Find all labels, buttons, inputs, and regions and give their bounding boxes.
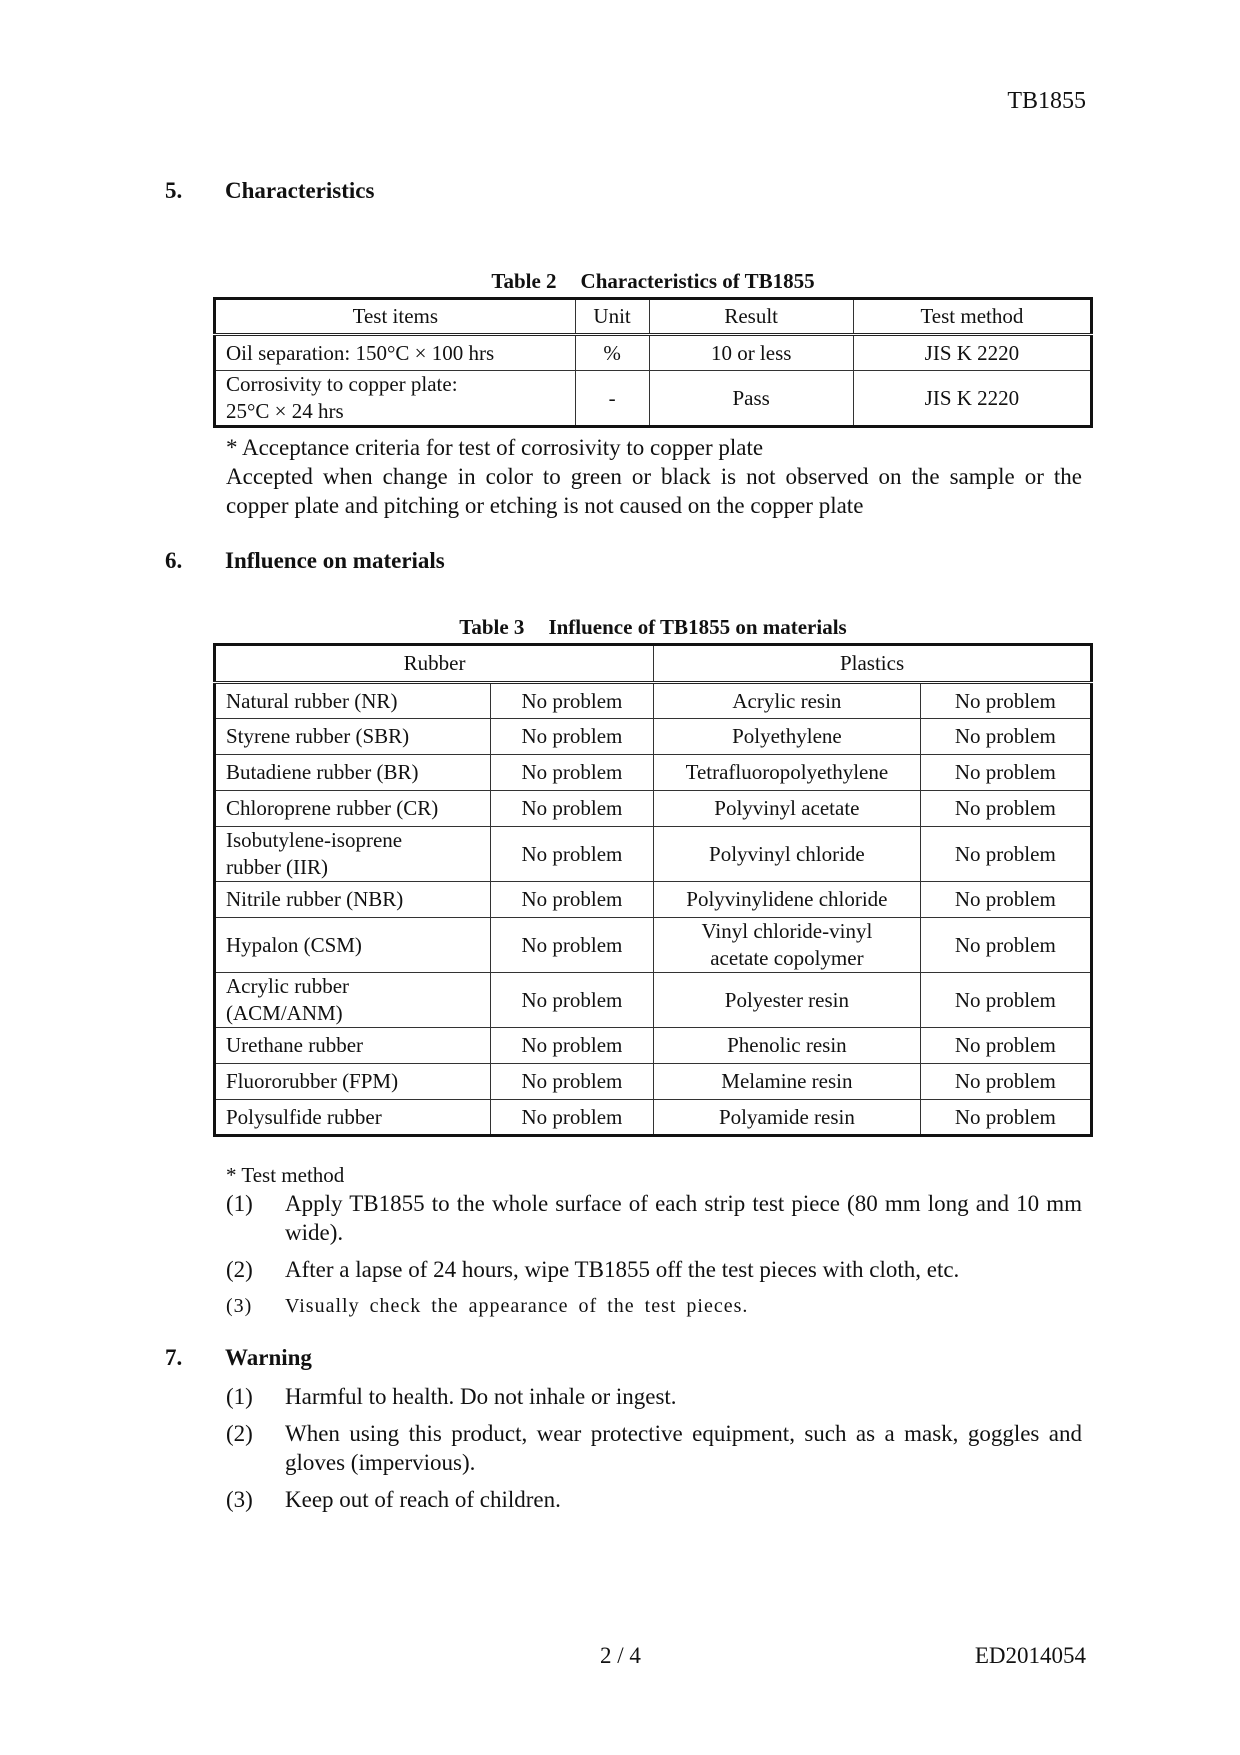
rubber-result: No problem	[490, 973, 653, 1028]
plastic-result: No problem	[920, 827, 1091, 882]
rubber-result: No problem	[490, 882, 653, 918]
plastic-result: No problem	[920, 973, 1091, 1028]
list-item-number: (2)	[226, 1257, 253, 1282]
unit: %	[575, 335, 649, 371]
result: 10 or less	[649, 335, 853, 371]
plastic-name: Acrylic resin	[654, 683, 921, 719]
header-rubber: Rubber	[215, 645, 654, 683]
rubber-name: Fluororubber (FPM)	[215, 1064, 491, 1100]
table-header-row	[215, 645, 1092, 683]
rubber-name: Nitrile rubber (NBR)	[215, 882, 491, 918]
plastic-name-line: acetate copolymer	[710, 946, 864, 970]
test-method: JIS K 2220	[853, 371, 1091, 427]
list-item-number: (1)	[226, 1384, 253, 1409]
section-5-title: Characteristics	[225, 178, 375, 203]
document-code: TB1855	[1007, 88, 1086, 114]
list-item	[226, 1292, 1082, 1321]
table-3-title: Influence of TB1855 on materials	[548, 615, 847, 639]
rubber-name: Natural rubber (NR)	[215, 683, 491, 719]
plastic-result: No problem	[920, 1064, 1091, 1100]
list-item-number: (1)	[226, 1191, 253, 1216]
header-result: Result	[649, 299, 853, 335]
characteristics-table	[213, 297, 1093, 428]
plastic-name: Polyamide resin	[654, 1100, 921, 1136]
acceptance-note-body: Accepted when change in color to green or black is not observed on the sample or the copper plate and pitching or etching is not caused on the copper plate	[226, 464, 1082, 518]
rubber-name-line: Isobutylene-isoprene	[226, 828, 403, 852]
header-test-items: Test items	[215, 299, 576, 335]
list-item	[226, 1419, 1082, 1477]
rubber-result: No problem	[490, 1100, 653, 1136]
rubber-name-line: Acrylic rubber	[226, 974, 350, 998]
test-item-line: Corrosivity to copper plate:	[226, 372, 458, 396]
plastic-name: Melamine resin	[654, 1064, 921, 1100]
table-header-row	[215, 299, 1092, 335]
rubber-result: No problem	[490, 683, 653, 719]
table-row	[215, 335, 1092, 371]
table-row	[215, 1064, 1092, 1100]
list-item	[226, 1189, 1082, 1247]
list-item-number: (3)	[226, 1487, 253, 1512]
header-unit: Unit	[575, 299, 649, 335]
list-item-text: Visually check the appearance of the test pieces.	[285, 1295, 749, 1317]
list-item-text: When using this product, wear protective equipment, such as a mask, goggles and gloves (impervious).	[285, 1421, 1082, 1475]
plastic-result: No problem	[920, 719, 1091, 755]
test-item	[215, 371, 576, 427]
plastic-name	[654, 918, 921, 973]
table-row	[215, 973, 1092, 1028]
plastic-name: Tetrafluoropolyethylene	[654, 755, 921, 791]
plastic-result: No problem	[920, 1028, 1091, 1064]
acceptance-note	[226, 433, 1082, 520]
plastic-result: No problem	[920, 918, 1091, 973]
table-row	[215, 1100, 1092, 1136]
table-3-caption	[213, 615, 1093, 640]
rubber-name	[215, 973, 491, 1028]
section-7-title: Warning	[225, 1345, 312, 1370]
section-7-number: 7.	[165, 1345, 183, 1370]
warning-list	[226, 1382, 1082, 1522]
plastic-name-line: Vinyl chloride-vinyl	[701, 919, 873, 943]
rubber-result: No problem	[490, 719, 653, 755]
table-row	[215, 371, 1092, 427]
rubber-name: Polysulfide rubber	[215, 1100, 491, 1136]
table-2-label: Table 2	[491, 269, 557, 293]
list-item-text: Harmful to health. Do not inhale or ingest.	[285, 1384, 677, 1409]
test-item-line: 25°C × 24 hrs	[226, 399, 344, 423]
plastic-result: No problem	[920, 1100, 1091, 1136]
rubber-result: No problem	[490, 918, 653, 973]
list-item-text: Keep out of reach of children.	[285, 1487, 561, 1512]
header-plastics: Plastics	[654, 645, 1092, 683]
section-6-number: 6.	[165, 548, 183, 573]
table-row	[215, 719, 1092, 755]
section-5-number: 5.	[165, 178, 183, 203]
rubber-name: Hypalon (CSM)	[215, 918, 491, 973]
plastic-result: No problem	[920, 755, 1091, 791]
list-item-number: (3)	[226, 1295, 253, 1317]
rubber-result: No problem	[490, 1028, 653, 1064]
plastic-name: Polyvinyl chloride	[654, 827, 921, 882]
plastic-name: Polyethylene	[654, 719, 921, 755]
rubber-name	[215, 827, 491, 882]
header-test-method: Test method	[853, 299, 1091, 335]
rubber-name: Styrene rubber (SBR)	[215, 719, 491, 755]
rubber-name-line: rubber (IIR)	[226, 855, 329, 879]
table-row	[215, 827, 1092, 882]
table-row	[215, 918, 1092, 973]
section-7-heading	[165, 1345, 312, 1371]
plastic-name: Polyvinylidene chloride	[654, 882, 921, 918]
list-item-number: (2)	[226, 1421, 253, 1446]
rubber-result: No problem	[490, 755, 653, 791]
materials-table	[213, 643, 1093, 1137]
table-row	[215, 683, 1092, 719]
test-method-title: * Test method	[226, 1163, 345, 1187]
section-6-title: Influence on materials	[225, 548, 445, 573]
table-row	[215, 791, 1092, 827]
section-5-heading	[165, 178, 374, 204]
list-item-text: Apply TB1855 to the whole surface of each strip test piece (80 mm long and 10 mm wide).	[285, 1191, 1082, 1245]
plastic-name: Polyester resin	[654, 973, 921, 1028]
list-item	[226, 1255, 1082, 1284]
table-3-label: Table 3	[459, 615, 525, 639]
result: Pass	[649, 371, 853, 427]
plastic-name: Phenolic resin	[654, 1028, 921, 1064]
unit: -	[575, 371, 649, 427]
plastic-name: Polyvinyl acetate	[654, 791, 921, 827]
test-method: JIS K 2220	[853, 335, 1091, 371]
rubber-result: No problem	[490, 1064, 653, 1100]
acceptance-note-title: * Acceptance criteria for test of corrosivity to copper plate	[226, 435, 764, 460]
table-row	[215, 1028, 1092, 1064]
plastic-result: No problem	[920, 683, 1091, 719]
rubber-result: No problem	[490, 791, 653, 827]
test-item: Oil separation: 150°C × 100 hrs	[215, 335, 576, 371]
table-row	[215, 755, 1092, 791]
plastic-result: No problem	[920, 882, 1091, 918]
list-item-text: After a lapse of 24 hours, wipe TB1855 off the test pieces with cloth, etc.	[285, 1257, 960, 1282]
section-6-heading	[165, 548, 445, 574]
table-row	[215, 882, 1092, 918]
table-2-title: Characteristics of TB1855	[580, 269, 815, 293]
list-item	[226, 1382, 1082, 1411]
plastic-result: No problem	[920, 791, 1091, 827]
rubber-result: No problem	[490, 827, 653, 882]
rubber-name: Butadiene rubber (BR)	[215, 755, 491, 791]
table-2-caption	[213, 269, 1093, 294]
footer-document-code: ED2014054	[974, 1643, 1086, 1668]
list-item	[226, 1485, 1082, 1514]
page-number: 2 / 4	[600, 1643, 641, 1668]
test-method-list	[226, 1189, 1082, 1329]
rubber-name: Chloroprene rubber (CR)	[215, 791, 491, 827]
rubber-name: Urethane rubber	[215, 1028, 491, 1064]
rubber-name-line: (ACM/ANM)	[226, 1001, 343, 1025]
